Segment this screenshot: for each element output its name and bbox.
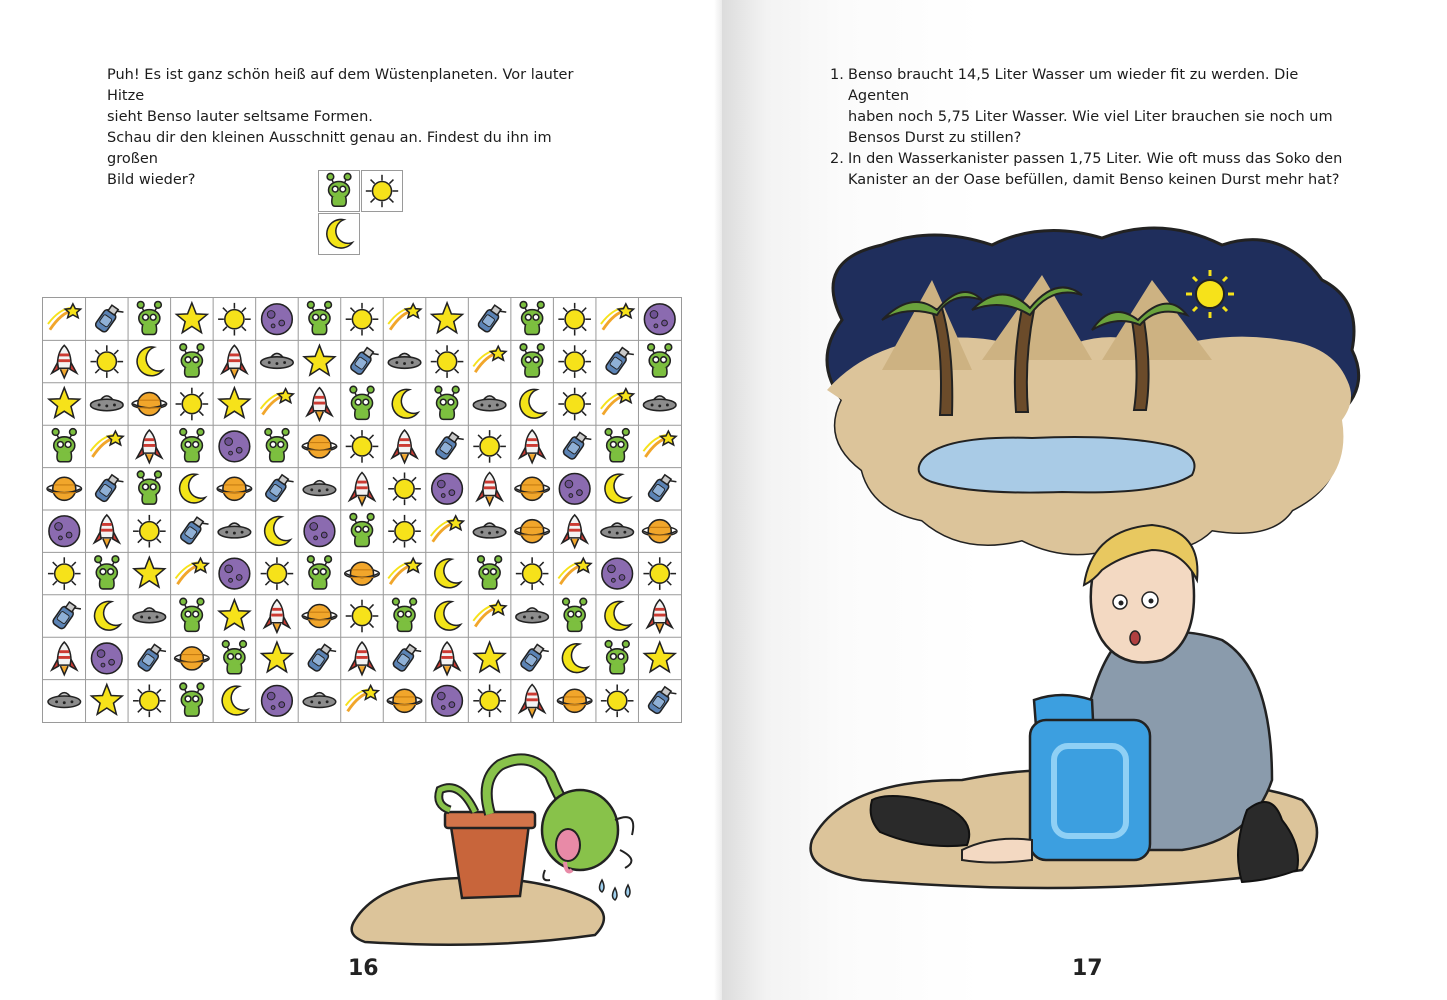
intro-line: Bild wieder? [107, 172, 196, 188]
alien-icon [52, 429, 76, 462]
sun-icon [558, 388, 591, 421]
ufo-icon [303, 481, 336, 496]
planet-icon [91, 643, 122, 674]
plant-illustration [340, 750, 650, 950]
sun-icon [643, 557, 676, 590]
moon-icon [180, 474, 206, 503]
intro-line: sieht Benso lauter seltsame Formen. [107, 109, 373, 125]
alien-icon [137, 301, 161, 334]
alien-icon [180, 429, 204, 462]
alien-icon [393, 598, 417, 631]
flask-icon [605, 345, 634, 377]
rocket-icon [435, 642, 460, 675]
rocket-icon [392, 430, 417, 463]
star-icon [219, 388, 250, 418]
sun-icon [558, 303, 591, 336]
rocket-icon [222, 345, 247, 378]
sun-icon [133, 515, 166, 548]
question-number: 2. [830, 151, 844, 167]
sun-icon [388, 472, 421, 505]
flask-icon [179, 515, 208, 547]
alien-icon [307, 556, 331, 589]
ufo-icon [303, 693, 336, 708]
sun-icon [558, 345, 591, 378]
flask-icon [94, 303, 123, 335]
alien-icon [648, 344, 672, 377]
ufo-icon [516, 608, 549, 623]
question-line: Benso braucht 14,5 Liter Wasser um wieder fit zu werden. Die Agenten [848, 67, 1299, 104]
snippet-box [318, 170, 406, 258]
question-item [830, 65, 1350, 149]
flask-icon [307, 642, 336, 674]
sun-icon [601, 684, 634, 717]
planet-icon [559, 473, 590, 504]
moon-icon [520, 389, 546, 418]
ufo-icon [133, 608, 166, 623]
comet-icon [601, 389, 634, 415]
sun-icon [431, 345, 464, 378]
rocket-icon [520, 430, 545, 463]
saturn-icon [217, 477, 252, 500]
moon-icon [95, 601, 121, 630]
sun-icon [346, 430, 379, 463]
flask-icon [264, 472, 293, 504]
sun-icon [90, 345, 123, 378]
planet-icon [49, 516, 80, 547]
planet-icon [432, 685, 463, 716]
comet-icon [388, 558, 421, 584]
planet-icon [262, 304, 293, 335]
alien-icon [478, 556, 502, 589]
flask-icon [562, 430, 591, 462]
icon-grid-canvas [43, 298, 681, 722]
intro-line: Puh! Es ist ganz schön heiß auf dem Wüstenplaneten. Vor lauter Hitze [107, 67, 574, 104]
planet-icon [262, 685, 293, 716]
flask-icon [349, 345, 378, 377]
alien-icon [95, 556, 119, 589]
flask-icon [137, 642, 166, 674]
planet-icon [644, 304, 675, 335]
moon-icon [562, 644, 588, 673]
rocket-icon [264, 600, 289, 633]
moon-icon [435, 559, 461, 588]
alien-icon [222, 641, 246, 674]
comet-icon [473, 601, 506, 627]
sun-icon [218, 303, 251, 336]
star-icon [219, 600, 250, 630]
moon-icon [137, 347, 163, 376]
intro-line: Schau dir den kleinen Ausschnitt genau an. Findest du ihn im großen [107, 130, 552, 167]
page-number: 16 [348, 956, 379, 981]
saturn-icon [302, 435, 337, 458]
rocket-icon [520, 684, 545, 717]
star-icon [432, 303, 463, 333]
ufo-icon [90, 396, 123, 411]
rocket-icon [647, 600, 672, 633]
flask-icon [477, 303, 506, 335]
comet-icon [473, 346, 506, 372]
alien-icon [180, 344, 204, 377]
sun-icon [516, 557, 549, 590]
ufo-icon [48, 693, 81, 708]
comet-icon [346, 685, 379, 711]
rocket-icon [137, 430, 162, 463]
alien-icon [180, 598, 204, 631]
sun-icon [133, 684, 166, 717]
question-line: haben noch 5,75 Liter Wasser. Wie viel Liter brauchen sie noch um [848, 109, 1333, 125]
rocket-icon [562, 515, 587, 548]
ufo-icon [388, 353, 421, 368]
alien-icon [137, 471, 161, 504]
sun-icon [176, 388, 209, 421]
star-icon [134, 557, 165, 587]
alien-icon [563, 598, 587, 631]
question-list [830, 65, 1350, 191]
flask-icon [519, 642, 548, 674]
moon-icon [319, 214, 359, 254]
alien-icon [520, 344, 544, 377]
saturn-icon [557, 689, 592, 712]
alien-icon [180, 683, 204, 716]
planet-icon [304, 516, 335, 547]
sun-icon [261, 557, 294, 590]
moon-icon [392, 389, 418, 418]
saturn-icon [387, 689, 422, 712]
planet-icon [432, 473, 463, 504]
star-icon [177, 303, 208, 333]
ufo-icon [218, 523, 251, 538]
alien-icon [307, 301, 331, 334]
alien-icon [605, 641, 629, 674]
rocket-icon [52, 345, 77, 378]
rocket-icon [52, 642, 77, 675]
question-number: 1. [830, 67, 844, 83]
star-icon [304, 345, 335, 375]
alien-icon [350, 386, 374, 419]
saturn-icon [175, 647, 210, 670]
planet-icon [219, 558, 250, 589]
comet-icon [388, 304, 421, 330]
rocket-icon [307, 388, 332, 421]
saturn-icon [132, 392, 167, 415]
rocket-icon [94, 515, 119, 548]
flask-icon [94, 472, 123, 504]
ufo-icon [601, 523, 634, 538]
moon-icon [265, 517, 291, 546]
ufo-icon [473, 396, 506, 411]
rocket-icon [350, 472, 375, 505]
alien-icon [265, 429, 289, 462]
comet-icon [176, 558, 209, 584]
moon-icon [435, 601, 461, 630]
planet-icon [602, 558, 633, 589]
comet-icon [431, 516, 464, 542]
saturn-icon [515, 520, 550, 543]
question-item [830, 149, 1350, 191]
right-page [722, 0, 1447, 1000]
ufo-icon [261, 353, 294, 368]
sun-icon [346, 600, 379, 633]
ufo-icon [473, 523, 506, 538]
snippet-cell [318, 170, 360, 212]
question-line: Bensos Durst zu stillen? [848, 130, 1022, 146]
snippet-cell [361, 170, 403, 212]
star-icon [644, 642, 675, 672]
planet-icon [219, 431, 250, 462]
comet-icon [261, 389, 294, 415]
snippet-cell [318, 213, 360, 255]
question-line: Kanister an der Oase befüllen, damit Benso keinen Durst mehr hat? [848, 172, 1340, 188]
sun-icon [388, 515, 421, 548]
sun-icon [346, 303, 379, 336]
sun-icon [362, 171, 402, 211]
flask-icon [434, 430, 463, 462]
alien-icon [605, 429, 629, 462]
comet-icon [90, 431, 123, 457]
saturn-icon [515, 477, 550, 500]
moon-icon [605, 474, 631, 503]
flask-icon [52, 600, 81, 632]
sun-icon [48, 557, 81, 590]
ufo-icon [643, 396, 676, 411]
moon-icon [605, 601, 631, 630]
star-icon [91, 684, 122, 714]
sun-icon [473, 430, 506, 463]
comet-icon [558, 558, 591, 584]
star-icon [474, 642, 505, 672]
left-page [0, 0, 722, 1000]
page-number: 17 [1072, 956, 1103, 981]
saturn-icon [47, 477, 82, 500]
star-icon [262, 642, 293, 672]
flask-icon [392, 642, 421, 674]
question-line: In den Wasserkanister passen 1,75 Liter. Wie oft muss das Soko den [848, 151, 1343, 167]
moon-icon [222, 686, 248, 715]
saturn-icon [302, 604, 337, 627]
comet-icon [48, 304, 81, 330]
icon-grid [42, 297, 682, 723]
alien-icon [350, 513, 374, 546]
alien-icon [520, 301, 544, 334]
flask-icon [647, 684, 676, 716]
flask-icon [647, 472, 676, 504]
rocket-icon [477, 472, 502, 505]
comet-icon [601, 304, 634, 330]
rocket-icon [350, 642, 375, 675]
saturn-icon [642, 520, 677, 543]
alien-icon [319, 171, 359, 211]
star-icon [49, 388, 80, 418]
oasis-dream-illustration [802, 220, 1402, 900]
alien-icon [435, 386, 459, 419]
sun-icon [473, 684, 506, 717]
comet-icon [643, 431, 676, 457]
saturn-icon [345, 562, 380, 585]
